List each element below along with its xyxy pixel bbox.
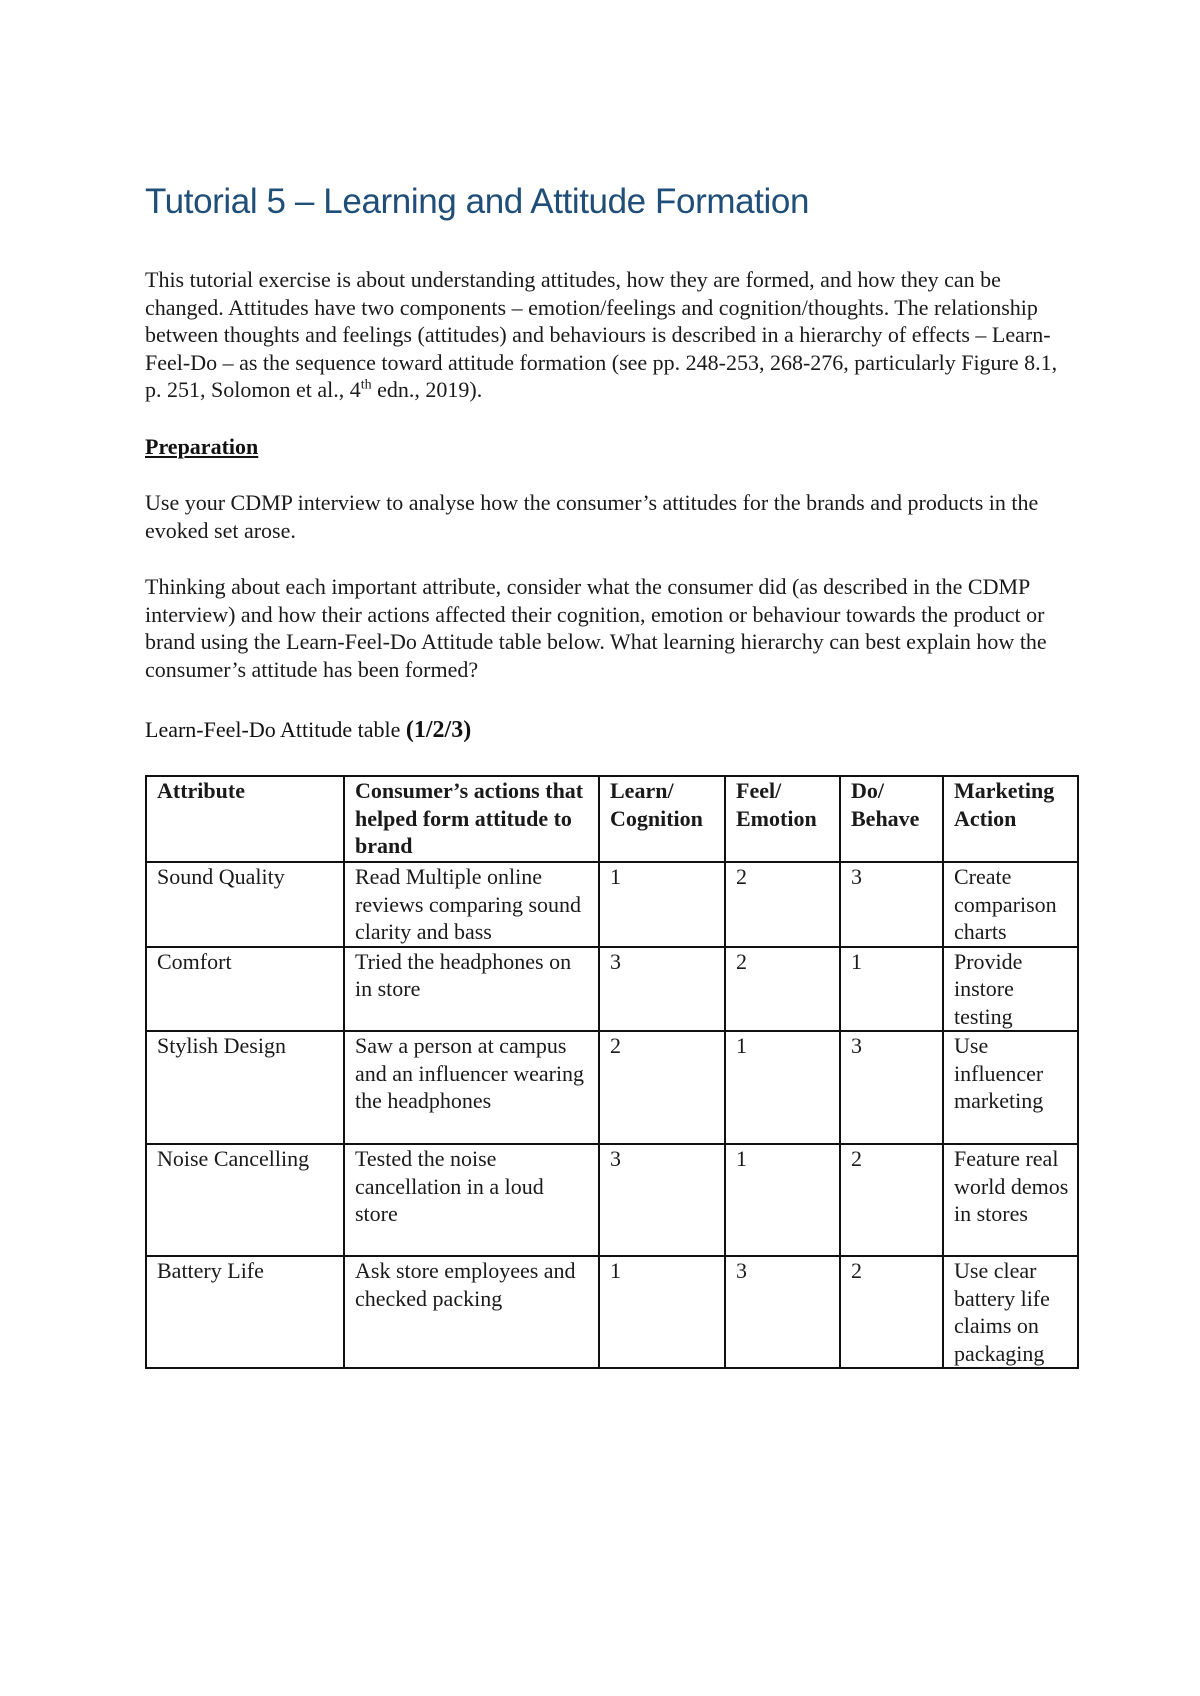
cell-attribute: Noise Cancelling [146, 1144, 344, 1256]
cell-learn: 2 [599, 1031, 725, 1144]
cell-attribute: Stylish Design [146, 1031, 344, 1144]
cell-marketing: Provide instore testing [943, 947, 1078, 1032]
table-row [146, 1256, 1078, 1368]
table-row [146, 947, 1078, 1032]
cell-marketing: Create comparison charts [943, 862, 1078, 947]
cell-do: 1 [840, 947, 943, 1032]
table-row [146, 1144, 1078, 1256]
cell-learn: 1 [599, 1256, 725, 1368]
cell-marketing: Use influencer marketing [943, 1031, 1078, 1144]
table-row [146, 1031, 1078, 1144]
cell-attribute: Comfort [146, 947, 344, 1032]
page-title: Tutorial 5 – Learning and Attitude Formation [145, 182, 810, 221]
cell-marketing: Use clear battery life claims on packaging [943, 1256, 1078, 1368]
header-marketing: Marketing Action [943, 776, 1078, 862]
cell-attribute: Sound Quality [146, 862, 344, 947]
header-feel: Feel/ Emotion [725, 776, 840, 862]
cell-marketing: Feature real world demos in stores [943, 1144, 1078, 1256]
table-caption-text: Learn-Feel-Do Attitude table [145, 717, 406, 742]
header-do: Do/ Behave [840, 776, 943, 862]
cell-learn: 1 [599, 862, 725, 947]
cell-do: 2 [840, 1256, 943, 1368]
intro-text-end: edn., 2019). [371, 377, 483, 402]
cell-actions: Tried the headphones on in store [344, 947, 599, 1032]
cell-actions: Ask store employees and checked packing [344, 1256, 599, 1368]
cell-feel: 2 [725, 862, 840, 947]
cell-attribute: Battery Life [146, 1256, 344, 1368]
cell-do: 3 [840, 862, 943, 947]
intro-superscript: th [360, 377, 372, 393]
cell-do: 2 [840, 1144, 943, 1256]
intro-paragraph [145, 266, 1070, 404]
header-actions: Consumer’s actions that helped form attitude to brand [344, 776, 599, 862]
header-attribute: Attribute [146, 776, 344, 862]
thinking-paragraph: Thinking about each important attribute, consider what the consumer did (as described in the CDMP interview) and how their actions affected their cognition, emotion or behaviour towards the product or brand using the Learn-Feel-Do Attitude table below. What learning hierarchy can best explain how the consumer’s attitude has been formed? [145, 574, 1047, 682]
intro-text: This tutorial exercise is about understanding attitudes, how they are formed, and how they can be changed. Attitudes have two components – emotion/feelings and cognition/thoughts. The relationship between thoughts and feelings (attitudes) and behaviours is described in a hierarchy of effects – Learn-Feel-Do – as the sequence toward attitude formation (see pp. 248-253, 268-276, particularly Figure 8.1, p. 251, Solomon et al., 4 [145, 267, 1058, 402]
table-caption [145, 715, 471, 745]
table-caption-scale: (1/2/3) [405, 717, 472, 743]
table-header-row [146, 776, 1078, 862]
cell-learn: 3 [599, 1144, 725, 1256]
cell-learn: 3 [599, 947, 725, 1032]
header-learn: Learn/ Cognition [599, 776, 725, 862]
table-row [146, 862, 1078, 947]
cell-do: 3 [840, 1031, 943, 1144]
cell-feel: 1 [725, 1144, 840, 1256]
cell-feel: 3 [725, 1256, 840, 1368]
cell-feel: 2 [725, 947, 840, 1032]
learn-feel-do-table [145, 775, 1079, 1369]
cell-actions: Tested the noise cancellation in a loud store [344, 1144, 599, 1256]
cell-actions: Saw a person at campus and an influencer wearing the headphones [344, 1031, 599, 1144]
cell-actions: Read Multiple online reviews comparing sound clarity and bass [344, 862, 599, 947]
cell-feel: 1 [725, 1031, 840, 1144]
preparation-heading: Preparation [145, 434, 259, 459]
cdmp-paragraph: Use your CDMP interview to analyse how the consumer’s attitudes for the brands and products in the evoked set arose. [145, 490, 1039, 543]
